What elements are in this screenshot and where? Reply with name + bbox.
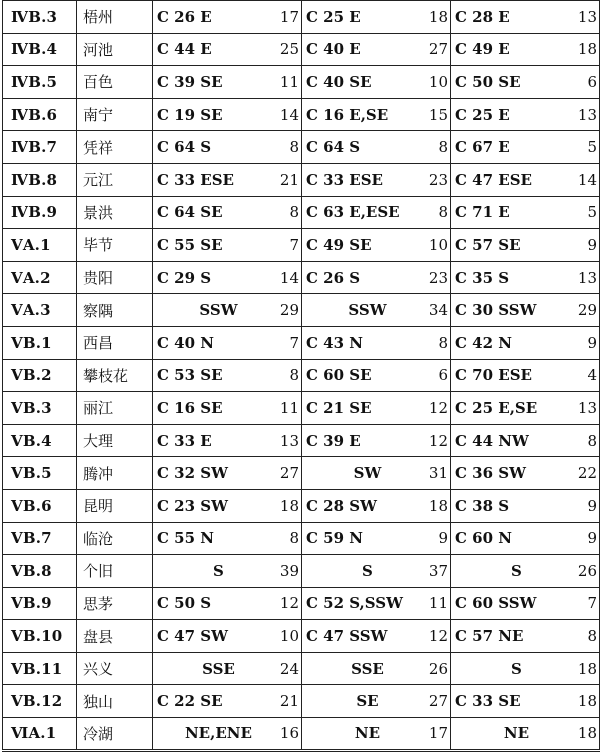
zone-code-cell: ⅤB.2 bbox=[3, 359, 77, 392]
wind-direction: C 30 SSW bbox=[455, 301, 537, 320]
table-row bbox=[3, 1, 600, 34]
wind-frequency: 8 bbox=[587, 627, 597, 646]
wind-frequency: 7 bbox=[587, 594, 597, 613]
station-name-cell: 大理 bbox=[77, 424, 153, 457]
wind-data-cell bbox=[302, 718, 451, 751]
wind-frequency: 24 bbox=[279, 659, 299, 678]
wind-data-cell bbox=[302, 392, 451, 425]
wind-direction: C 36 SW bbox=[455, 464, 526, 483]
wind-frequency: 14 bbox=[577, 170, 597, 189]
wind-data-cell bbox=[302, 587, 451, 620]
station-name-cell: 个旧 bbox=[77, 555, 153, 588]
station-name-cell: 百色 bbox=[77, 66, 153, 99]
wind-direction: C 32 SW bbox=[157, 464, 228, 483]
wind-direction: S bbox=[511, 659, 522, 678]
wind-data-cell bbox=[451, 718, 600, 751]
wind-frequency: 12 bbox=[428, 398, 448, 417]
wind-direction: C 40 SE bbox=[306, 72, 372, 91]
wind-data-table bbox=[2, 0, 600, 752]
zone-code-cell: ⅣB.8 bbox=[3, 163, 77, 196]
wind-frequency: 16 bbox=[279, 724, 299, 743]
zone-code-cell: ⅤB.5 bbox=[3, 457, 77, 490]
wind-frequency: 6 bbox=[438, 366, 448, 385]
zone-code-cell: ⅥA.1 bbox=[3, 718, 77, 751]
wind-direction: NE,ENE bbox=[184, 724, 252, 743]
wind-data-cell bbox=[302, 261, 451, 294]
station-name-cell: 景洪 bbox=[77, 196, 153, 229]
wind-frequency: 26 bbox=[577, 561, 597, 580]
wind-data-cell bbox=[451, 522, 600, 555]
wind-direction: S bbox=[213, 561, 224, 580]
zone-code-cell: ⅤA.2 bbox=[3, 261, 77, 294]
zone-code-cell: ⅤA.1 bbox=[3, 229, 77, 262]
zone-code-cell: ⅤB.6 bbox=[3, 489, 77, 522]
wind-frequency: 12 bbox=[428, 627, 448, 646]
wind-direction: SE bbox=[356, 692, 379, 711]
table-row bbox=[3, 685, 600, 718]
wind-data-cell bbox=[451, 98, 600, 131]
zone-code-cell: ⅣB.7 bbox=[3, 131, 77, 164]
wind-frequency: 26 bbox=[428, 659, 448, 678]
wind-frequency: 9 bbox=[587, 235, 597, 254]
zone-code-cell: ⅤB.12 bbox=[3, 685, 77, 718]
zone-code-cell: ⅤB.7 bbox=[3, 522, 77, 555]
station-name-cell: 梧州 bbox=[77, 1, 153, 34]
wind-frequency: 8 bbox=[438, 203, 448, 222]
wind-frequency: 18 bbox=[577, 724, 597, 743]
zone-code-cell: ⅤA.3 bbox=[3, 294, 77, 327]
table-row bbox=[3, 718, 600, 751]
wind-direction: C 60 SSW bbox=[455, 594, 537, 613]
wind-data-cell bbox=[451, 326, 600, 359]
table-row bbox=[3, 131, 600, 164]
wind-data-cell bbox=[153, 587, 302, 620]
wind-data-cell bbox=[153, 522, 302, 555]
wind-frequency: 9 bbox=[587, 496, 597, 515]
wind-frequency: 10 bbox=[428, 72, 448, 91]
wind-direction: SW bbox=[353, 464, 382, 483]
wind-direction: C 39 E bbox=[306, 431, 361, 450]
station-name-cell: 察隅 bbox=[77, 294, 153, 327]
wind-frequency: 9 bbox=[587, 529, 597, 548]
station-name-cell: 盘县 bbox=[77, 620, 153, 653]
wind-direction: C 60 N bbox=[455, 529, 512, 548]
wind-direction: C 25 E bbox=[306, 7, 361, 26]
wind-direction: SSE bbox=[202, 659, 235, 678]
wind-data-cell bbox=[302, 229, 451, 262]
wind-data-cell bbox=[451, 66, 600, 99]
wind-data-cell bbox=[302, 66, 451, 99]
zone-code-cell: ⅤB.3 bbox=[3, 392, 77, 425]
wind-frequency: 10 bbox=[279, 627, 299, 646]
wind-frequency: 6 bbox=[587, 72, 597, 91]
wind-frequency: 14 bbox=[279, 268, 299, 287]
wind-frequency: 18 bbox=[428, 496, 448, 515]
wind-direction: C 33 ESE bbox=[306, 170, 383, 189]
wind-frequency: 12 bbox=[428, 431, 448, 450]
wind-data-cell bbox=[302, 489, 451, 522]
station-name-cell: 腾冲 bbox=[77, 457, 153, 490]
wind-direction: C 64 S bbox=[306, 138, 361, 157]
wind-frequency: 13 bbox=[577, 105, 597, 124]
table-row bbox=[3, 66, 600, 99]
wind-data-cell bbox=[302, 685, 451, 718]
zone-code-cell: ⅤB.11 bbox=[3, 652, 77, 685]
wind-direction: C 64 SE bbox=[157, 203, 223, 222]
wind-direction: C 29 S bbox=[157, 268, 212, 287]
wind-frequency: 5 bbox=[587, 138, 597, 157]
wind-direction: C 33 E bbox=[157, 431, 212, 450]
wind-data-cell bbox=[451, 489, 600, 522]
wind-frequency: 21 bbox=[279, 170, 299, 189]
wind-direction: C 55 SE bbox=[157, 235, 223, 254]
wind-data-cell bbox=[302, 620, 451, 653]
wind-direction: C 42 N bbox=[455, 333, 512, 352]
wind-data-cell bbox=[153, 489, 302, 522]
station-name-cell: 南宁 bbox=[77, 98, 153, 131]
wind-frequency: 8 bbox=[438, 138, 448, 157]
station-name-cell: 兴义 bbox=[77, 652, 153, 685]
station-name-cell: 攀枝花 bbox=[77, 359, 153, 392]
wind-frequency: 39 bbox=[279, 561, 299, 580]
wind-direction: C 43 N bbox=[306, 333, 363, 352]
table-row bbox=[3, 261, 600, 294]
wind-frequency: 25 bbox=[279, 40, 299, 59]
wind-frequency: 27 bbox=[279, 464, 299, 483]
table-row bbox=[3, 587, 600, 620]
wind-data-cell bbox=[302, 196, 451, 229]
table-row bbox=[3, 98, 600, 131]
zone-code-cell: ⅣB.9 bbox=[3, 196, 77, 229]
station-name-cell: 河池 bbox=[77, 33, 153, 66]
wind-direction: C 40 E bbox=[306, 40, 361, 59]
wind-data-cell bbox=[302, 652, 451, 685]
table-row bbox=[3, 163, 600, 196]
wind-direction: C 33 SE bbox=[455, 692, 521, 711]
wind-frequency: 17 bbox=[279, 7, 299, 26]
wind-frequency: 11 bbox=[428, 594, 448, 613]
wind-direction: C 19 SE bbox=[157, 105, 223, 124]
station-name-cell: 凭祥 bbox=[77, 131, 153, 164]
wind-direction: C 26 E bbox=[157, 7, 212, 26]
wind-direction: C 55 N bbox=[157, 529, 214, 548]
wind-data-cell bbox=[451, 294, 600, 327]
zone-code-cell: ⅤB.9 bbox=[3, 587, 77, 620]
station-name-cell: 元江 bbox=[77, 163, 153, 196]
wind-direction: C 35 S bbox=[455, 268, 510, 287]
wind-frequency: 18 bbox=[577, 692, 597, 711]
table-row bbox=[3, 392, 600, 425]
wind-frequency: 18 bbox=[279, 496, 299, 515]
table-row bbox=[3, 522, 600, 555]
wind-frequency: 11 bbox=[279, 72, 299, 91]
wind-frequency: 8 bbox=[289, 529, 299, 548]
wind-frequency: 17 bbox=[428, 724, 448, 743]
wind-frequency: 14 bbox=[279, 105, 299, 124]
wind-data-cell bbox=[153, 1, 302, 34]
wind-frequency: 11 bbox=[279, 398, 299, 417]
wind-data-cell bbox=[302, 98, 451, 131]
station-name-cell: 贵阳 bbox=[77, 261, 153, 294]
wind-data-cell bbox=[302, 522, 451, 555]
station-name-cell: 思茅 bbox=[77, 587, 153, 620]
wind-data-cell bbox=[153, 326, 302, 359]
wind-frequency: 15 bbox=[428, 105, 448, 124]
wind-data-cell bbox=[153, 424, 302, 457]
wind-frequency: 7 bbox=[289, 333, 299, 352]
table-row bbox=[3, 652, 600, 685]
wind-data-cell bbox=[302, 1, 451, 34]
wind-data-cell bbox=[153, 652, 302, 685]
zone-code-cell: ⅣB.5 bbox=[3, 66, 77, 99]
wind-frequency: 13 bbox=[577, 398, 597, 417]
wind-data-cell bbox=[302, 424, 451, 457]
wind-data-cell bbox=[451, 1, 600, 34]
zone-code-cell: ⅤB.1 bbox=[3, 326, 77, 359]
wind-data-cell bbox=[153, 294, 302, 327]
wind-direction: C 25 E bbox=[455, 105, 510, 124]
zone-code-cell: ⅤB.4 bbox=[3, 424, 77, 457]
wind-frequency: 13 bbox=[279, 431, 299, 450]
wind-data-cell bbox=[451, 555, 600, 588]
wind-data-cell bbox=[451, 392, 600, 425]
wind-data-cell bbox=[451, 685, 600, 718]
station-name-cell: 毕节 bbox=[77, 229, 153, 262]
zone-code-cell: ⅤB.10 bbox=[3, 620, 77, 653]
wind-direction: C 28 E bbox=[455, 7, 510, 26]
wind-direction: C 71 E bbox=[455, 203, 510, 222]
wind-data-cell bbox=[153, 229, 302, 262]
wind-direction: C 38 S bbox=[455, 496, 510, 515]
wind-data-cell bbox=[153, 163, 302, 196]
table-body bbox=[3, 1, 600, 751]
wind-direction: C 52 S,SSW bbox=[306, 594, 403, 613]
wind-frequency: 21 bbox=[279, 692, 299, 711]
wind-data-cell bbox=[302, 555, 451, 588]
wind-direction: C 26 S bbox=[306, 268, 361, 287]
wind-data-cell bbox=[153, 685, 302, 718]
table-row bbox=[3, 424, 600, 457]
wind-direction: C 28 SW bbox=[306, 496, 377, 515]
wind-frequency: 9 bbox=[587, 333, 597, 352]
wind-data-cell bbox=[302, 359, 451, 392]
wind-frequency: 27 bbox=[428, 692, 448, 711]
wind-direction: C 50 S bbox=[157, 594, 212, 613]
wind-direction: C 53 SE bbox=[157, 366, 223, 385]
table-row bbox=[3, 555, 600, 588]
wind-data-cell bbox=[153, 66, 302, 99]
wind-direction: C 49 E bbox=[455, 40, 510, 59]
wind-frequency: 34 bbox=[428, 301, 448, 320]
wind-direction: S bbox=[362, 561, 373, 580]
wind-data-cell bbox=[153, 261, 302, 294]
wind-direction: C 47 SSW bbox=[306, 627, 388, 646]
table-row bbox=[3, 620, 600, 653]
wind-data-cell bbox=[153, 196, 302, 229]
wind-direction: C 59 N bbox=[306, 529, 363, 548]
wind-data-cell bbox=[451, 587, 600, 620]
wind-data-cell bbox=[451, 196, 600, 229]
wind-direction: C 33 ESE bbox=[157, 170, 234, 189]
wind-data-cell bbox=[153, 555, 302, 588]
zone-code-cell: ⅣB.6 bbox=[3, 98, 77, 131]
station-name-cell: 丽江 bbox=[77, 392, 153, 425]
wind-data-cell bbox=[451, 131, 600, 164]
wind-direction: C 49 SE bbox=[306, 235, 372, 254]
wind-direction: C 44 E bbox=[157, 40, 212, 59]
wind-data-cell bbox=[451, 229, 600, 262]
table-row bbox=[3, 489, 600, 522]
wind-direction: SSW bbox=[199, 301, 238, 320]
wind-frequency: 23 bbox=[428, 268, 448, 287]
wind-frequency: 8 bbox=[289, 138, 299, 157]
wind-frequency: 5 bbox=[587, 203, 597, 222]
wind-direction: C 63 E,ESE bbox=[306, 203, 400, 222]
table-row bbox=[3, 196, 600, 229]
station-name-cell: 西昌 bbox=[77, 326, 153, 359]
zone-code-cell: ⅣB.3 bbox=[3, 1, 77, 34]
wind-frequency: 10 bbox=[428, 235, 448, 254]
wind-frequency: 12 bbox=[279, 594, 299, 613]
wind-direction: C 64 S bbox=[157, 138, 212, 157]
wind-direction: C 67 E bbox=[455, 138, 510, 157]
wind-direction: NE bbox=[354, 724, 381, 743]
wind-data-cell bbox=[153, 620, 302, 653]
zone-code-cell: ⅤB.8 bbox=[3, 555, 77, 588]
station-name-cell: 昆明 bbox=[77, 489, 153, 522]
wind-data-cell bbox=[302, 457, 451, 490]
wind-frequency: 31 bbox=[428, 464, 448, 483]
wind-data-cell bbox=[451, 261, 600, 294]
wind-frequency: 13 bbox=[577, 268, 597, 287]
wind-frequency: 9 bbox=[438, 529, 448, 548]
wind-data-cell bbox=[302, 294, 451, 327]
wind-data-cell bbox=[451, 457, 600, 490]
wind-data-cell bbox=[153, 131, 302, 164]
table-row bbox=[3, 457, 600, 490]
wind-direction: C 22 SE bbox=[157, 692, 223, 711]
wind-direction: C 21 SE bbox=[306, 398, 372, 417]
wind-direction: SSE bbox=[351, 659, 384, 678]
wind-data-cell bbox=[153, 33, 302, 66]
wind-data-cell bbox=[153, 718, 302, 751]
wind-direction: C 23 SW bbox=[157, 496, 228, 515]
wind-frequency: 8 bbox=[438, 333, 448, 352]
wind-data-cell bbox=[451, 33, 600, 66]
table-row bbox=[3, 326, 600, 359]
wind-direction: C 44 NW bbox=[455, 431, 529, 450]
wind-direction: C 47 SW bbox=[157, 627, 228, 646]
wind-data-cell bbox=[153, 457, 302, 490]
wind-direction: C 57 NE bbox=[455, 627, 524, 646]
wind-frequency: 4 bbox=[587, 366, 597, 385]
station-name-cell: 临沧 bbox=[77, 522, 153, 555]
wind-frequency: 18 bbox=[428, 7, 448, 26]
wind-direction: C 25 E,SE bbox=[455, 398, 538, 417]
wind-frequency: 22 bbox=[577, 464, 597, 483]
wind-data-cell bbox=[451, 652, 600, 685]
wind-direction: C 60 SE bbox=[306, 366, 372, 385]
wind-direction: SSW bbox=[348, 301, 387, 320]
wind-frequency: 8 bbox=[289, 366, 299, 385]
wind-direction: C 40 N bbox=[157, 333, 214, 352]
table-row bbox=[3, 359, 600, 392]
wind-direction: C 70 ESE bbox=[455, 366, 532, 385]
wind-direction: C 39 SE bbox=[157, 72, 223, 91]
wind-data-cell bbox=[153, 98, 302, 131]
zone-code-cell: ⅣB.4 bbox=[3, 33, 77, 66]
wind-data-cell bbox=[153, 359, 302, 392]
wind-data-cell bbox=[153, 392, 302, 425]
wind-data-cell bbox=[302, 326, 451, 359]
wind-direction: C 47 ESE bbox=[455, 170, 532, 189]
wind-direction: C 16 E,SE bbox=[306, 105, 389, 124]
wind-direction: C 57 SE bbox=[455, 235, 521, 254]
wind-frequency: 8 bbox=[587, 431, 597, 450]
wind-frequency: 7 bbox=[289, 235, 299, 254]
station-name-cell: 冷湖 bbox=[77, 718, 153, 751]
table-row bbox=[3, 229, 600, 262]
wind-data-cell bbox=[302, 163, 451, 196]
wind-frequency: 18 bbox=[577, 40, 597, 59]
wind-direction: S bbox=[511, 561, 522, 580]
wind-frequency: 29 bbox=[279, 301, 299, 320]
wind-data-cell bbox=[302, 131, 451, 164]
wind-direction: C 16 SE bbox=[157, 398, 223, 417]
wind-frequency: 13 bbox=[577, 7, 597, 26]
wind-frequency: 29 bbox=[577, 301, 597, 320]
wind-direction: NE bbox=[503, 724, 530, 743]
wind-data-cell bbox=[451, 163, 600, 196]
table-row bbox=[3, 294, 600, 327]
wind-frequency: 8 bbox=[289, 203, 299, 222]
table-row bbox=[3, 33, 600, 66]
wind-direction: C 50 SE bbox=[455, 72, 521, 91]
station-name-cell: 独山 bbox=[77, 685, 153, 718]
wind-data-cell bbox=[451, 620, 600, 653]
wind-data-cell bbox=[302, 33, 451, 66]
wind-frequency: 18 bbox=[577, 659, 597, 678]
wind-data-cell bbox=[451, 424, 600, 457]
wind-data-cell bbox=[451, 359, 600, 392]
wind-frequency: 27 bbox=[428, 40, 448, 59]
wind-frequency: 23 bbox=[428, 170, 448, 189]
wind-frequency: 37 bbox=[428, 561, 448, 580]
